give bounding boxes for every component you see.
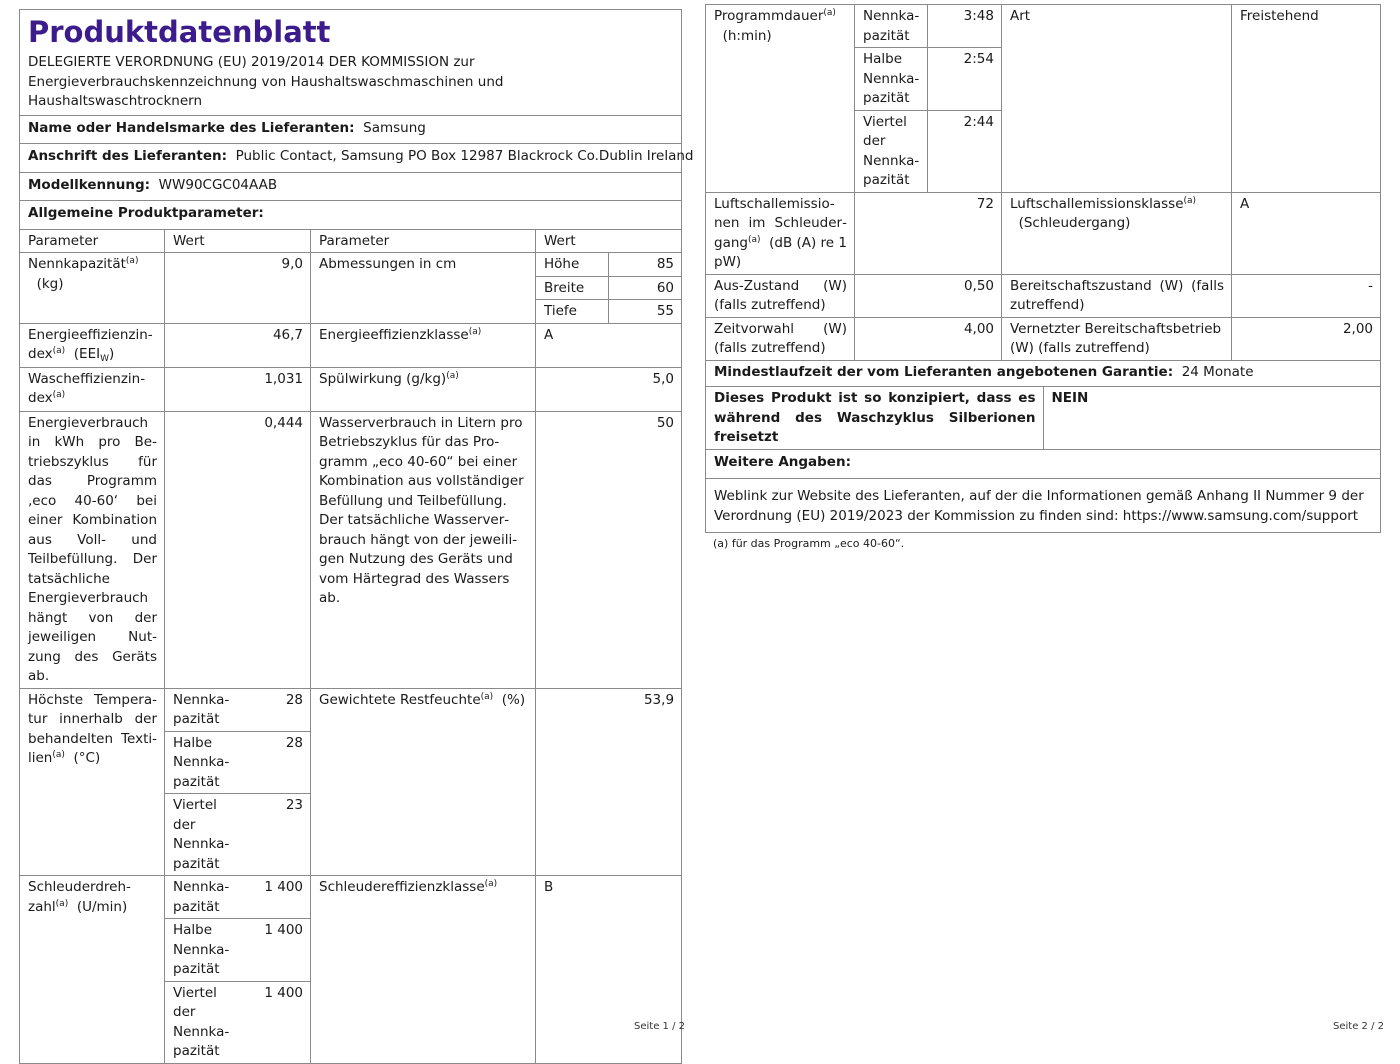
program-duration-value: 3:48	[928, 5, 1002, 48]
temperature-sub-row	[165, 731, 311, 794]
off-mode-value: 0,50	[855, 274, 1002, 317]
eei-abbr: (EEI	[73, 346, 101, 362]
residual-moisture-unit: (%)	[501, 691, 526, 708]
footnote-marker: (a)	[52, 750, 65, 760]
temperature-sub-row	[165, 688, 311, 731]
page-title: Produktdatenblatt	[20, 10, 682, 52]
rinse-label	[311, 367, 536, 411]
eei-abbr-close: )	[109, 346, 115, 362]
product-sheet-table-page-2	[705, 4, 1381, 533]
energy-consumption-value: 0,444	[165, 411, 311, 688]
eei-abbr-sub: W	[100, 354, 109, 364]
spin-speed-value: 1 400	[264, 922, 303, 938]
model-label: Modellkennung:	[28, 176, 151, 193]
residual-moisture-value: 53,9	[536, 688, 682, 876]
footnote-marker: (a)	[52, 390, 66, 400]
supplier-address-value: Public Contact, Samsung PO Box 12987 Blackrock Co.Dublin Ireland	[235, 148, 694, 164]
page-2	[705, 0, 1381, 550]
delay-start-value: 4,00	[855, 317, 1002, 360]
footnote-marker: (a)	[55, 898, 69, 909]
col-header-value: Wert	[165, 229, 311, 253]
temperature-value: 28	[285, 734, 303, 751]
temperature-value: 28	[285, 691, 303, 708]
noise-emission-label-text: Luftschallemissionen im Schleudergang	[714, 195, 847, 251]
footnote-marker: (a)	[125, 256, 139, 266]
energy-class-value: A	[536, 323, 682, 367]
weblink-text: Weblink zur Website des Lieferanten, auf der die Informationen gemäß Anhang II Nummer 9 der Verordnung (EU) 2019/2023 der Kommission zu finden sind: https://www.samsung.com/support	[706, 479, 1381, 533]
general-params-heading: Allgemeine Produktparameter:	[20, 201, 682, 230]
networked-standby-label: Vernetzter Bereitschaftsbetrieb (W) (falls zutreffend)	[1002, 317, 1232, 360]
dimension-value: 55	[609, 300, 682, 324]
col-header-parameter: Parameter	[311, 229, 536, 253]
temperature-value: 23	[285, 797, 303, 813]
footnote-marker: (a)	[446, 370, 459, 381]
residual-moisture-label	[311, 688, 536, 876]
product-sheet-table-page-1	[19, 9, 694, 1064]
rinse-label-text: Spülwirkung (g/kg)	[319, 370, 447, 387]
col-header-parameter: Parameter	[20, 229, 165, 253]
capacity-label: Nennkapazität	[173, 691, 230, 727]
capacity-label: Viertel der Nennkapazität	[173, 797, 230, 872]
spin-sub-row	[165, 981, 311, 1063]
noise-class-label	[1002, 192, 1232, 274]
program-duration-label	[706, 5, 855, 193]
spin-sub-row	[165, 876, 311, 919]
footnote-marker: (a)	[480, 691, 494, 702]
warranty-value: 24 Monate	[1181, 363, 1254, 380]
max-temperature-unit: (°C)	[73, 750, 101, 766]
type-value: Freistehend	[1232, 5, 1381, 193]
spin-speed-value: 1 400	[264, 984, 303, 1001]
silver-ion-label: Dieses Produkt ist so konzipiert, dass es während des Waschzyklus Silberionen freisetzt	[706, 387, 1043, 449]
footnote-marker: (a)	[823, 8, 836, 18]
capacity-label: Viertel der Nennkapazität	[173, 984, 230, 1059]
spin-speed-value: 1 400	[264, 879, 303, 895]
wash-index-value: 1,031	[165, 367, 311, 411]
model-row	[20, 172, 682, 201]
further-info-heading: Weitere Angaben:	[706, 449, 1381, 479]
noise-class-label-text: Luftschallemissionsklasse	[1010, 195, 1184, 212]
capacity-label: Viertel der Nennkapazität	[855, 110, 928, 192]
program-duration-value: 2:54	[928, 48, 1002, 111]
footnote-marker: (a)	[468, 326, 482, 337]
noise-class-value: A	[1232, 192, 1381, 274]
program-duration-unit: (h:min)	[722, 27, 772, 44]
capacity-label: Halbe Nennkapazität	[173, 922, 230, 977]
footnote-marker: (a)	[747, 234, 761, 245]
nennkapazitaet-label	[20, 253, 165, 324]
supplier-name-row	[20, 115, 682, 144]
supplier-name-value: Samsung	[363, 119, 426, 136]
spin-class-value: B	[536, 876, 682, 1064]
spin-class-label-text: Schleudereffizienzklasse	[319, 879, 485, 895]
water-consumption-value: 50	[536, 411, 682, 688]
wash-index-label	[20, 367, 165, 411]
noise-emission-unit: (dB (A) re 1 pW)	[714, 234, 847, 270]
standby-label: Bereitschaftszustand (W) (falls zutreffend)	[1002, 274, 1232, 317]
standby-value: -	[1232, 274, 1381, 317]
silver-ion-row	[706, 387, 1381, 450]
max-temperature-label	[20, 688, 165, 876]
footnote: (a) für das Programm „eco 40-60“.	[713, 537, 905, 550]
model-value: WW90CGC04AAB	[158, 176, 278, 193]
delay-start-label: Zeitvorwahl (W) (falls zutreffend)	[706, 317, 855, 360]
dimension-name: Tiefe	[536, 300, 609, 324]
abmessungen-label: Abmessungen in cm	[311, 253, 536, 324]
regulation-text: DELEGIERTE VERORDNUNG (EU) 2019/2014 DER KOMMISSION zur Energieverbrauchskennzeichnung von Haushaltswaschmaschinen und Haushaltswaschtrocknern	[20, 51, 682, 115]
supplier-address-label: Anschrift des Lieferanten:	[28, 148, 227, 164]
spin-speed-label-text: Schleuderdrehzahl	[28, 879, 131, 915]
type-label: Art	[1002, 5, 1232, 193]
residual-moisture-label-text: Gewichtete Restfeuchte	[319, 691, 481, 708]
spin-sub-row	[165, 919, 311, 982]
warranty-row	[706, 360, 1381, 387]
capacity-label: Nennkapazität	[855, 5, 928, 48]
rinse-value: 5,0	[536, 367, 682, 411]
page-number-1: Seite 1 / 2	[634, 1021, 685, 1032]
noise-emission-value: 72	[855, 192, 1002, 274]
noise-emission-label	[706, 192, 855, 274]
energy-class-label-text: Energieeffizienzklasse	[319, 326, 469, 343]
eei-label	[20, 323, 165, 367]
spin-class-label	[311, 876, 536, 1064]
eei-label-text: Energieeffizienzindex	[28, 326, 153, 362]
temperature-sub-row	[165, 794, 311, 876]
spin-speed-label	[20, 876, 165, 1064]
silver-ion-value: NEIN	[1051, 390, 1089, 406]
energy-class-label	[311, 323, 536, 367]
page-number-2: Seite 2 / 2	[1333, 1021, 1384, 1032]
dimension-name: Breite	[536, 276, 609, 300]
nennkapazitaet-value: 9,0	[165, 253, 311, 324]
capacity-label: Halbe Nennkapazität	[855, 48, 928, 111]
noise-class-unit: (Schleudergang)	[1018, 215, 1131, 231]
capacity-label: Halbe Nennkapazität	[173, 734, 230, 790]
wash-index-label-text: Wascheffizienzindex	[28, 370, 146, 406]
footnote-marker: (a)	[1183, 195, 1197, 206]
supplier-address-row	[20, 144, 694, 173]
supplier-name-label: Name oder Handelsmarke des Lieferanten:	[28, 119, 355, 136]
off-mode-label: Aus-Zustand (W) (falls zutreffend)	[706, 274, 855, 317]
nennkapazitaet-unit: (kg)	[36, 275, 64, 292]
eei-value: 46,7	[165, 323, 311, 367]
program-duration-label-text: Programmdauer	[714, 8, 824, 24]
page-1	[19, 0, 694, 1064]
networked-standby-value: 2,00	[1232, 317, 1381, 360]
dimension-value: 60	[609, 276, 682, 300]
dimension-value: 85	[609, 253, 682, 277]
capacity-label: Nennkapazität	[173, 879, 230, 915]
water-consumption-label: Wasserverbrauch in Litern pro Betriebszyklus für das Programm „eco 40-60“ bei einer Kombination aus vollständiger Befüllung und Teilbefüllung. Der tatsächliche Wasserverbrauch hängt von der jeweiligen Nutzung des Geräts und vom Härtegrad des Wassers ab.	[311, 411, 536, 688]
dimension-name: Höhe	[536, 253, 609, 277]
footnote-marker: (a)	[52, 346, 66, 356]
spin-speed-unit: (U/min)	[76, 898, 128, 915]
max-temperature-label-text: Höchste Temperatur innerhalb der behandelten Textilien	[28, 691, 157, 766]
program-duration-value: 2:44	[928, 110, 1002, 192]
column-header-row	[20, 229, 682, 253]
nennkapazitaet-label-text: Nennkapazität	[28, 256, 126, 272]
warranty-label: Mindestlaufzeit der vom Lieferanten angebotenen Garantie:	[714, 363, 1174, 380]
footnote-marker: (a)	[484, 879, 498, 889]
energy-consumption-label: Energieverbrauch in kWh pro Betriebszyklus für das Programm ‚eco 40-60‘ bei einer Kombination aus Voll- und Teilbefüllung. Der tatsächliche Energieverbrauch hängt von der jeweiligen Nutzung des Geräts ab.	[20, 411, 165, 688]
col-header-value: Wert	[536, 229, 682, 253]
